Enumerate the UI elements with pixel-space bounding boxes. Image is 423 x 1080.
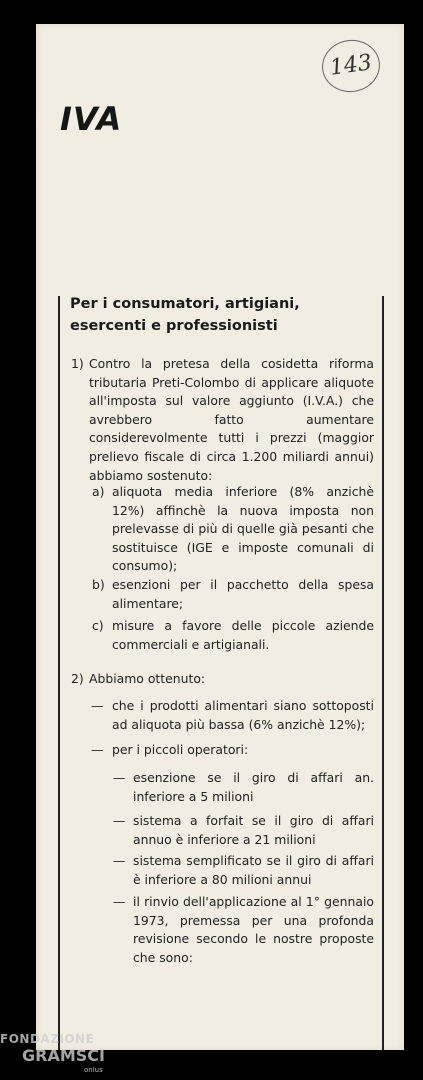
item-a-marker: a): [92, 484, 105, 499]
section-2-number: 2): [71, 671, 84, 686]
subitem-2-marker: —: [113, 813, 126, 828]
subitem-1-text: esenzione se il giro di affari an. inferiore a 5 milioni: [133, 770, 374, 804]
item-c-text: misure a favore delle piccole aziende commerciali e artigianali.: [112, 618, 374, 652]
item-c-marker: c): [92, 618, 104, 633]
subitem-4-text: il rinvio dell'applicazione al 1° gennaio 1973, premessa per una profonda revisione secondo le nostre proposte che sono:: [133, 894, 374, 965]
left-border-rule: [58, 296, 60, 1050]
dash-item-1-marker: —: [91, 698, 104, 713]
section-1-text: Contro la pretesa della cosidetta riforma tributaria Preti-Colombo di applicare aliquote all'imposta sul valore aggiunto (I.V.A.) che avrebbero fatto aumentare considerevolmente tutti i prezzi (maggior prelievo fiscale di circa 1.200 miliardi annui) abbiamo sostenuto:: [89, 356, 374, 483]
item-b-marker: b): [92, 577, 105, 592]
subitem-3-marker: —: [113, 853, 126, 868]
dash-item-2-text: per i piccoli operatori:: [112, 742, 249, 757]
iva-logo: IVA: [60, 100, 123, 138]
dash-item-1-text: che i prodotti alimentari siano sottoposti ad aliquota più bassa (6% anzichè 12%);: [112, 698, 374, 732]
section-2-text: Abbiamo ottenuto:: [89, 671, 206, 686]
subitem-4-marker: —: [113, 894, 126, 909]
item-b-text: esenzioni per il pacchetto della spesa alimentare;: [112, 577, 374, 611]
watermark-line-1: FONDAZIONE: [0, 1032, 95, 1046]
right-border-rule: [382, 296, 384, 1050]
watermark-line-2: GRAMSCI: [22, 1046, 105, 1065]
subitem-2-text: sistema a forfait se il giro di affari annuo è inferiore a 21 milioni: [133, 813, 374, 847]
watermark-line-3: onlus: [84, 1066, 103, 1074]
subitem-3-text: sistema semplificato se il giro di affari è inferiore a 80 milioni annui: [133, 853, 374, 887]
item-a-text: aliquota media inferiore (8% anzichè 12%) affinchè la nuova imposta non prelevasse di più di quelle già pesanti che sostituisce (IGE e imposte comunali di consumo);: [112, 484, 374, 574]
dash-item-2-marker: —: [91, 742, 104, 757]
subitem-1-marker: —: [113, 770, 126, 785]
leaflet-heading: Per i consumatori, artigiani, esercenti e professionisti: [70, 296, 300, 334]
archive-number-stamp: 143: [319, 36, 384, 96]
section-1-number: 1): [71, 356, 84, 371]
